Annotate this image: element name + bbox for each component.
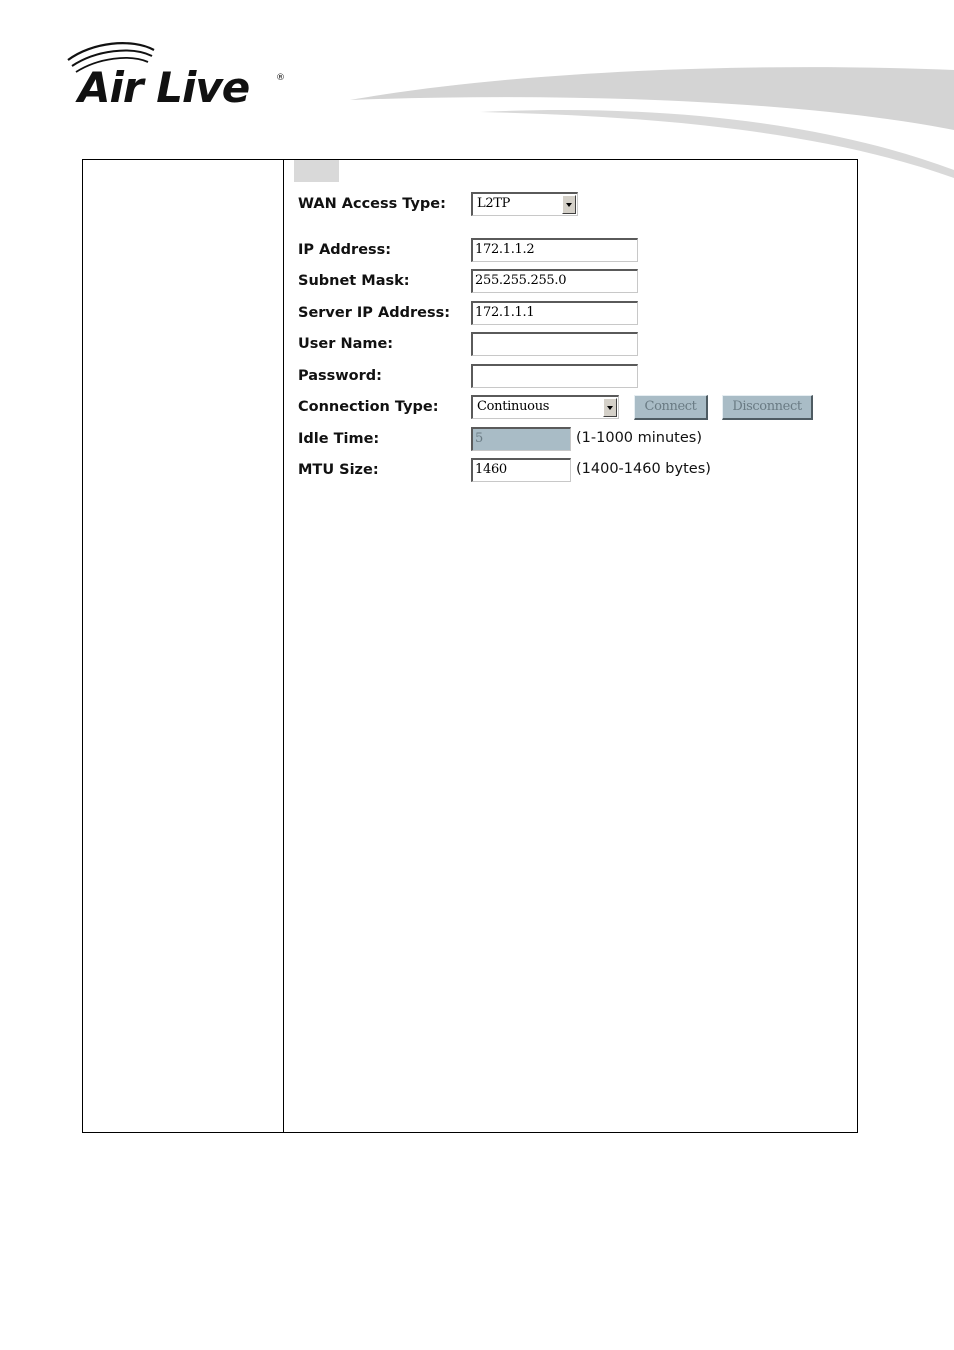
idle-time-input[interactable]: 5 [471,427,571,451]
subnet-mask-input[interactable]: 255.255.255.0 [471,269,638,293]
mtu-size-input[interactable]: 1460 [471,458,571,482]
server-ip-label: Server IP Address: [298,305,451,321]
user-name-label: User Name: [298,336,394,352]
connect-button[interactable]: Connect [634,395,708,420]
connection-type-label: Connection Type: [298,399,439,415]
svg-text:Air Live: Air Live [78,63,250,110]
user-name-input[interactable] [471,332,638,356]
idle-time-label: Idle Time: [298,431,380,447]
mtu-size-hint: (1400-1460 bytes) [576,461,711,477]
password-label: Password: [298,368,382,384]
password-input[interactable] [471,364,638,388]
ip-address-input[interactable]: 172.1.1.2 [471,238,638,262]
ip-address-label: IP Address: [298,242,392,258]
chevron-down-icon[interactable] [603,398,617,417]
server-ip-input[interactable]: 172.1.1.1 [471,301,638,325]
chevron-down-icon[interactable] [562,195,576,214]
subnet-mask-label: Subnet Mask: [298,273,410,289]
column-divider [283,160,284,1132]
tab-stub [294,160,339,182]
connection-type-select[interactable] [471,395,619,419]
mtu-size-label: MTU Size: [298,462,379,478]
disconnect-button[interactable]: Disconnect [722,395,813,420]
airlive-logo [62,40,302,110]
document-table [82,159,858,1133]
wan-access-type-value: L2TP [477,196,511,211]
svg-text:®: ® [276,73,285,83]
wan-access-type-select[interactable] [471,192,578,216]
wan-access-type-label: WAN Access Type: [298,196,446,212]
idle-time-hint: (1-1000 minutes) [576,430,702,446]
connection-type-value: Continuous [477,399,550,414]
